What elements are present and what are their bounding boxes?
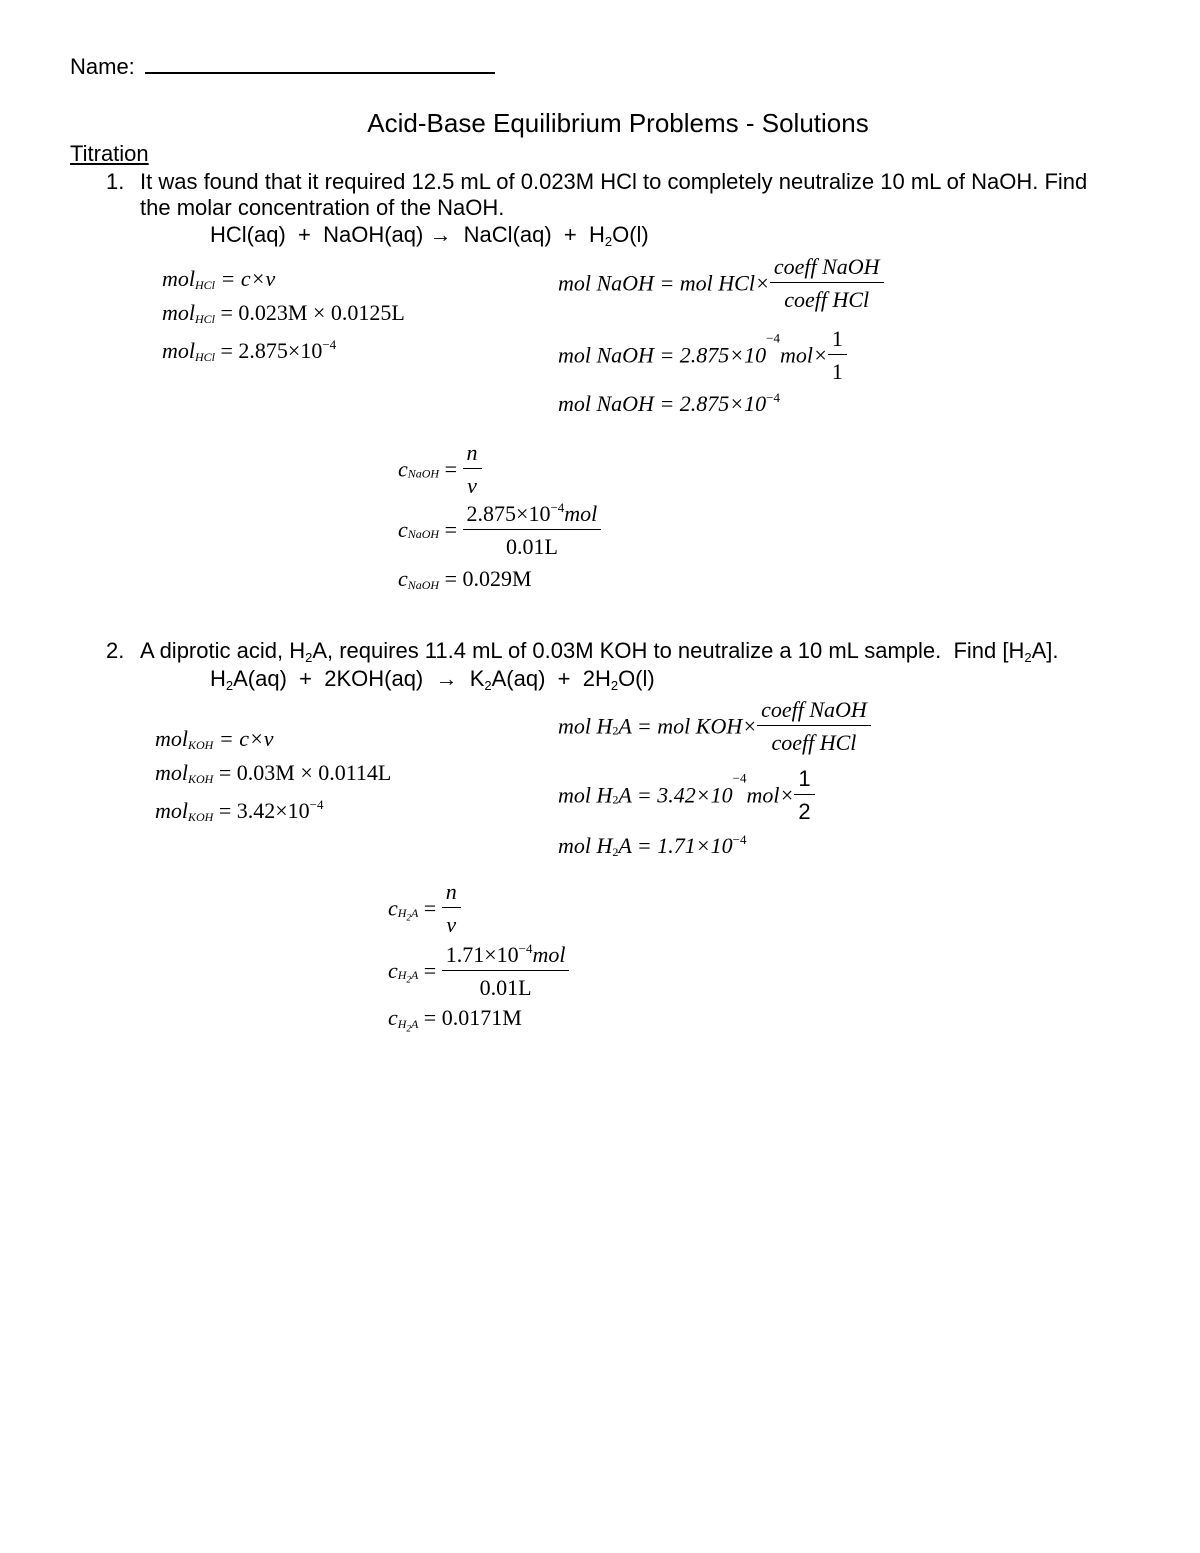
mol-subscript: KOH — [188, 810, 214, 824]
fraction-denominator: 2 — [798, 799, 811, 824]
conc-h2a-line-1 — [388, 879, 461, 938]
exponent: −4 — [732, 832, 747, 847]
equation-lhs: A = mol KOH× — [618, 713, 758, 739]
mol-subscript: KOH — [188, 738, 214, 752]
mol-subscript: KOH — [188, 772, 214, 786]
subscript: 2 — [1024, 650, 1032, 665]
problem-1-text-line2: the molar concentration of the NaOH. — [140, 195, 505, 220]
fraction-numerator — [463, 500, 602, 530]
subscript: 2 — [610, 678, 619, 693]
mol-symbol: mol — [155, 798, 188, 823]
equation-rhs: = 2.875×10 — [220, 338, 323, 363]
mol-hcl-line-2 — [162, 300, 405, 327]
equation-rhs: = 0.03M × 0.0114L — [218, 760, 392, 785]
coefficient-fraction — [770, 254, 884, 313]
sub-h: H — [397, 1017, 407, 1031]
mol-koh-line-2 — [155, 760, 391, 787]
mol-symbol: mol — [155, 726, 188, 751]
equation-rhs: = 0.023M × 0.0125L — [220, 300, 405, 325]
equation-rhs: = 0.029M — [444, 566, 532, 591]
conc-fraction — [463, 500, 602, 560]
equation-rhs: = 3.42×10 — [218, 798, 310, 823]
equation-lhs: mol H — [558, 833, 613, 858]
page-title: Acid-Base Equilibrium Problems - Solutions — [367, 108, 869, 138]
conc-symbol: c — [388, 958, 398, 983]
subscript: 2 — [612, 845, 619, 859]
reaction-text: A(aq) + 2KOH(aq) → K — [233, 666, 485, 691]
fraction-denominator: 0.01L — [505, 534, 558, 559]
equation-rhs: = c×v — [220, 266, 276, 291]
reaction-subscript: 2 — [604, 234, 613, 249]
equation-lhs: mol H — [558, 782, 613, 808]
exponent: −4 — [309, 797, 324, 812]
sub-h: H — [397, 905, 407, 920]
fraction-denominator: v — [446, 912, 457, 937]
fraction-numerator — [442, 941, 570, 971]
fraction-denominator: coeff HCl — [784, 287, 870, 312]
conc-subscript: NaOH — [407, 527, 440, 542]
conc-symbol: c — [388, 1005, 398, 1030]
numerator-unit: mol — [564, 501, 598, 526]
conc-subscript: NaOH — [407, 578, 440, 592]
exponent: −4 — [732, 770, 747, 786]
reaction-text: O(l) — [618, 666, 655, 691]
numerator-base: 1.71×10 — [445, 942, 519, 967]
mol-naoh-line-2 — [558, 326, 847, 385]
subscript: 2 — [612, 792, 619, 807]
reaction-text: HCl(aq) + NaOH(aq) → NaCl(aq) + H — [210, 222, 605, 247]
numerator-unit: mol — [532, 942, 566, 967]
fraction-denominator: v — [467, 473, 477, 498]
problem-text: A diprotic acid, H — [140, 638, 306, 663]
equals-sign: = — [444, 517, 458, 542]
mol-hcl-line-3 — [162, 337, 336, 365]
conc-subscript — [397, 968, 419, 985]
fraction-numerator: n — [463, 440, 482, 469]
problem-2-reaction — [210, 666, 655, 693]
sub-h: H — [397, 968, 407, 983]
mol-h2a-line-3 — [558, 832, 746, 860]
section-heading: Titration — [70, 141, 149, 166]
mol-naoh-line-3 — [558, 390, 780, 417]
reaction-text: H — [210, 666, 226, 691]
subscript: 2 — [612, 723, 619, 738]
mol-symbol: mol — [155, 760, 188, 785]
n-over-v-fraction — [463, 440, 482, 499]
problem-text: A]. — [1031, 638, 1059, 663]
problem-2-number: 2. — [106, 638, 125, 663]
conc-fraction — [442, 941, 570, 1001]
conc-naoh-line-2 — [398, 500, 601, 560]
conc-h2a-line-2 — [388, 941, 569, 1001]
fraction-denominator: coeff HCl — [771, 730, 857, 755]
sub-2: 2 — [406, 974, 411, 985]
name-label: Name: — [70, 54, 135, 79]
conc-symbol: c — [388, 895, 398, 921]
equation-rhs: = 0.0171M — [423, 1005, 522, 1030]
fraction-numerator: coeff NaOH — [757, 697, 871, 726]
mol-times: mol× — [779, 342, 828, 368]
conc-symbol: c — [398, 566, 408, 591]
problem-1-text-line1: It was found that it required 12.5 mL of 0.023M HCl to completely neutralize 10 mL of NaOH. Find — [140, 169, 1088, 194]
exponent: −4 — [322, 337, 337, 352]
conc-naoh-line-3 — [398, 566, 532, 593]
conc-subscript: NaOH — [407, 466, 440, 481]
exponent: −4 — [518, 941, 533, 956]
sub-2: 2 — [406, 1023, 411, 1034]
fraction-numerator: n — [442, 879, 461, 908]
ratio-fraction — [794, 766, 814, 825]
fraction-numerator: coeff NaOH — [770, 254, 884, 283]
problem-text: A, requires 11.4 mL of 0.03M KOH to neutralize a 10 mL sample. Find [H — [312, 638, 1025, 663]
mol-symbol: mol — [162, 266, 195, 291]
fraction-numerator: 1 — [794, 766, 814, 795]
mol-naoh-line-1 — [558, 254, 884, 313]
sub-2: 2 — [406, 911, 411, 922]
conc-symbol: c — [398, 517, 408, 542]
conc-subscript — [398, 906, 419, 920]
reaction-text: A(aq) + 2H — [491, 666, 611, 691]
subscript: 2 — [305, 650, 313, 665]
reaction-text: O(l) — [612, 222, 649, 247]
equals-sign: = — [444, 456, 458, 482]
sub-a: A — [410, 968, 419, 983]
ratio-fraction — [828, 326, 847, 385]
mol-subscript: HCl — [195, 312, 216, 326]
exponent: −4 — [766, 390, 780, 405]
equation-lhs: A = 1.71×10 — [618, 833, 733, 858]
sub-a: A — [410, 905, 419, 920]
name-blank-line — [145, 54, 495, 74]
equation-lhs: mol NaOH = 2.875×10 — [558, 391, 767, 416]
mol-times: mol× — [746, 782, 795, 808]
conc-symbol: c — [398, 456, 408, 482]
name-field — [70, 54, 495, 80]
mol-hcl-line-1 — [162, 266, 275, 293]
conc-h2a-line-3 — [388, 1005, 522, 1033]
equation-lhs: mol H — [558, 713, 613, 739]
mol-h2a-line-1 — [558, 697, 871, 756]
fraction-denominator: 0.01L — [479, 975, 532, 1000]
conc-naoh-line-1 — [398, 440, 482, 499]
sub-a: A — [410, 1017, 419, 1031]
mol-symbol: mol — [162, 300, 195, 325]
mol-subscript: HCl — [195, 278, 216, 292]
equation-rhs: = c×v — [218, 726, 274, 751]
problem-1-number: 1. — [106, 169, 125, 194]
equation-lhs: mol NaOH = 2.875×10 — [558, 342, 767, 368]
fraction-numerator: 1 — [828, 326, 847, 355]
mol-koh-line-3 — [155, 797, 324, 825]
equals-sign: = — [423, 958, 437, 983]
numerator-base: 2.875×10 — [466, 501, 551, 526]
mol-subscript: HCl — [195, 350, 216, 364]
subscript: 2 — [484, 678, 492, 693]
equation-lhs: A = 3.42×10 — [618, 782, 733, 808]
mol-koh-line-1 — [155, 726, 274, 753]
problem-2-text — [140, 638, 1059, 665]
exponent: −4 — [550, 500, 565, 515]
n-over-v-fraction — [442, 879, 461, 938]
equals-sign: = — [423, 895, 437, 921]
equation-lhs: mol NaOH = mol HCl× — [558, 270, 770, 296]
problem-1-reaction — [210, 222, 649, 249]
mol-symbol: mol — [162, 338, 195, 363]
exponent: −4 — [766, 330, 780, 346]
mol-h2a-line-2 — [558, 766, 815, 825]
conc-subscript — [397, 1017, 419, 1034]
subscript: 2 — [225, 678, 234, 693]
fraction-denominator: 1 — [831, 359, 843, 384]
coefficient-fraction — [757, 697, 871, 756]
